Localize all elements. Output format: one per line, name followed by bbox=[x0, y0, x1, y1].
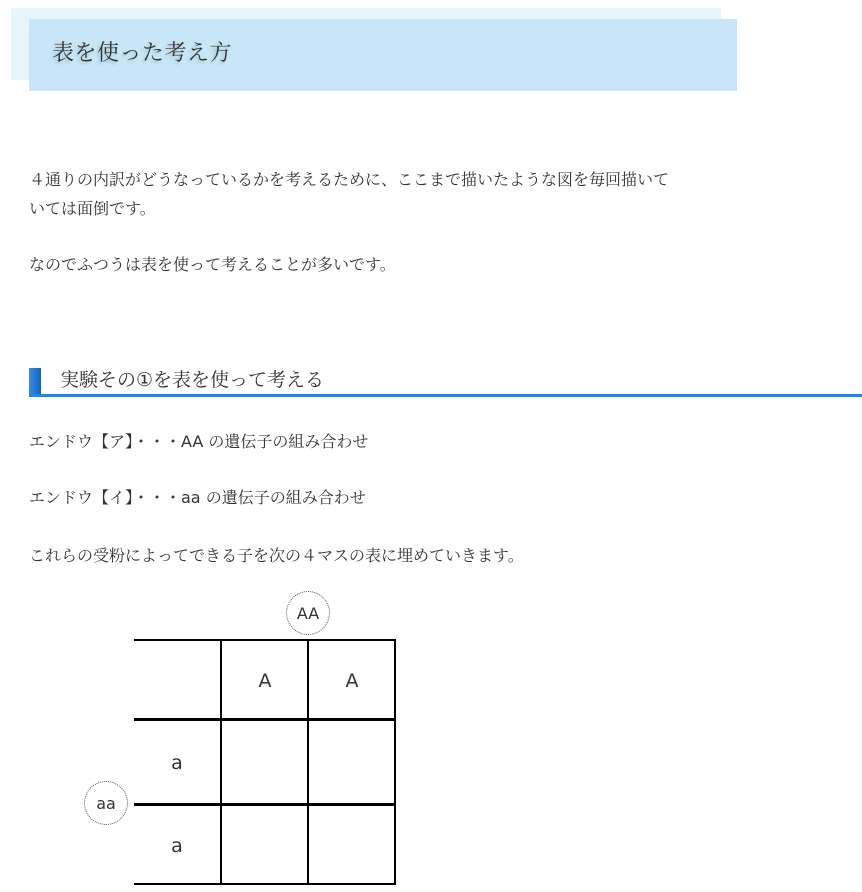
pea-a-description: エンドウ【ア】・・・AA の遺伝子の組み合わせ bbox=[29, 432, 369, 451]
row-header-1: a bbox=[171, 752, 183, 774]
table-intro-text: これらの受粉によってできる子を次の４マスの表に埋めていきます。 bbox=[29, 546, 524, 565]
section-heading-accent bbox=[29, 368, 41, 395]
grid-line-header-divider bbox=[134, 718, 396, 721]
top-parent-genotype-circle bbox=[286, 591, 330, 635]
grid-line-column-divider-1 bbox=[220, 639, 222, 885]
intro-paragraph-line-3: なのでふつうは表を使って考えることが多いです。 bbox=[29, 255, 396, 274]
intro-paragraph-line-1: ４通りの内訳がどうなっているかを考えるために、ここまで描いたような図を毎回描いて bbox=[29, 170, 670, 189]
pea-i-description: エンドウ【イ】・・・aa の遺伝子の組み合わせ bbox=[29, 488, 366, 507]
section-heading-underline bbox=[29, 394, 862, 397]
grid-line-column-divider-2 bbox=[307, 639, 309, 885]
left-parent-genotype-circle bbox=[84, 781, 128, 825]
grid-line-right bbox=[394, 639, 396, 885]
top-parent-genotype: AA bbox=[296, 603, 320, 623]
intro-paragraph-line-2: いては面倒です。 bbox=[29, 199, 156, 218]
grid-line-bottom bbox=[134, 883, 396, 885]
left-parent-genotype: aa bbox=[96, 793, 116, 813]
row-header-2: a bbox=[171, 835, 183, 857]
grid-line-top bbox=[134, 639, 396, 641]
page-title: 表を使った考え方 bbox=[52, 41, 233, 66]
column-header-1: A bbox=[258, 670, 272, 692]
grid-line-row-divider bbox=[134, 803, 396, 806]
column-header-2: A bbox=[345, 670, 359, 692]
section-heading: 実験その①を表を使って考える bbox=[60, 369, 325, 391]
